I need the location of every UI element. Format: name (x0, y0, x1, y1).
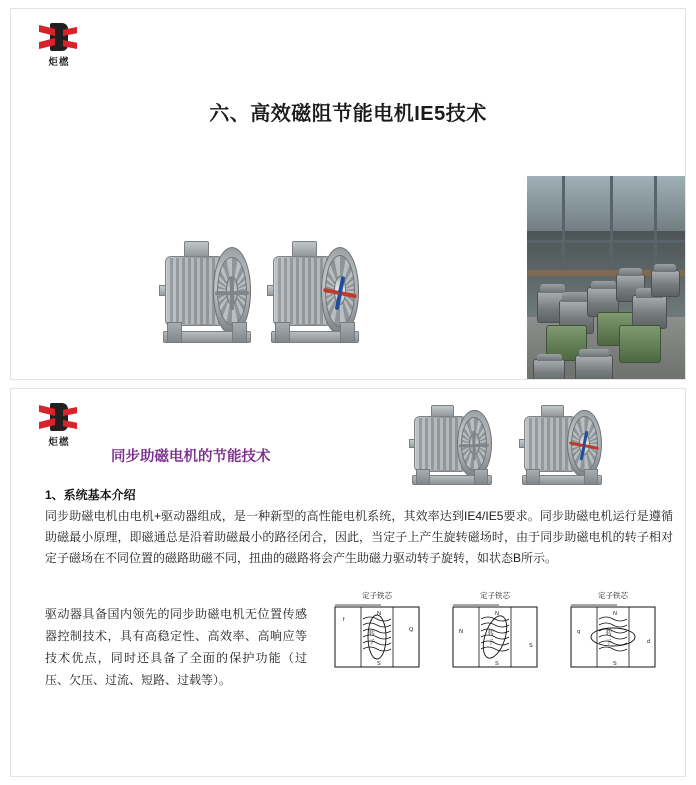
logo-mark (37, 23, 81, 53)
rotor-label: 转 (606, 631, 613, 637)
flame-logo-icon (33, 23, 85, 69)
svg-text:N: N (613, 611, 617, 617)
svg-text:f: f (343, 617, 345, 623)
flame-logo-icon (33, 403, 85, 449)
paragraph-1: 同步助磁电机由电机+驱动器组成，是一种新型的高性能电机系统，其效率达到IE4/IE5要求。同步助磁电机运行是遵循助磁最小原理，即磁通总是沿着助磁最小的路径闭合，因此，当定子上产生旋转磁场时，由于同步助磁电机的转子相对定子磁场在不同位置的磁路助磁不同，扭曲的磁路将会产生助磁力驱动转子旋转，如状态B所示。 (45, 509, 673, 565)
diagram-svg (439, 591, 551, 691)
paragraph-2: 驱动器具备国内领先的同步助磁电机无位置传感器控制技术，具有高稳定性、高效率、高响应等技术优点，同时还具备了全面的保护功能（过压、欠压、过流、短路、过载等）。 (45, 607, 307, 687)
fan-spokes-colored (322, 248, 358, 333)
svg-text:q: q (577, 629, 581, 635)
slide-2 (10, 388, 686, 777)
fan-spokes-colored (568, 411, 600, 478)
diagram-svg (557, 591, 669, 691)
magnetic-circuit-diagrams (321, 591, 669, 691)
motor-illustration-right (267, 239, 363, 343)
slide-2-title: 同步助磁电机的节能技术 (111, 449, 271, 465)
svg-text:N: N (377, 611, 381, 617)
motor-foot-right (584, 469, 598, 485)
svg-text:Q: Q (409, 627, 414, 633)
diagram-state-a (321, 591, 433, 691)
diagram-caption: 定子铁芯 (362, 591, 392, 600)
svg-text:子: 子 (488, 640, 495, 646)
diagram-caption: 定子铁芯 (480, 591, 510, 600)
svg-text:S: S (529, 643, 533, 649)
svg-text:子: 子 (369, 640, 376, 646)
svg-text:N: N (495, 611, 499, 617)
motor-foot-left (167, 322, 182, 343)
motor-production-line-photo (527, 176, 686, 380)
motor-foot-left (416, 469, 430, 485)
svg-text:S: S (377, 661, 381, 667)
diagram-svg (321, 591, 433, 691)
rotor-label: 转 (369, 631, 376, 637)
rotor-label: 转 (488, 631, 495, 637)
svg-text:S: S (495, 661, 499, 667)
diagram-caption: 定子铁芯 (598, 591, 628, 600)
svg-text:子: 子 (606, 640, 613, 646)
motor-foot-right (232, 322, 247, 343)
svg-text:N: N (459, 629, 463, 635)
motor-illustration-left (409, 403, 495, 485)
motor-illustration-left (159, 239, 255, 343)
fan-spokes (458, 411, 490, 478)
diagram-state-b (439, 591, 551, 691)
page-title: 六、高效磁阻节能电机IE5技术 (209, 103, 487, 125)
section-heading: 1、系统基本介绍 (45, 488, 136, 502)
svg-text:d: d (647, 639, 651, 645)
diagram-state-c (557, 591, 669, 691)
motor-foot-right (340, 322, 355, 343)
slide-2-motor-group (409, 403, 671, 485)
fan-spokes (214, 248, 250, 333)
logo-text: 炬橪 (48, 57, 70, 68)
motor-illustration-right (519, 403, 605, 485)
svg-text:S: S (613, 661, 617, 667)
motor-foot-left (275, 322, 290, 343)
logo-text: 炬橪 (48, 437, 70, 448)
logo-mark (37, 403, 81, 433)
motor-foot-left (526, 469, 540, 485)
slide-1 (10, 8, 686, 380)
motor-foot-right (474, 469, 488, 485)
